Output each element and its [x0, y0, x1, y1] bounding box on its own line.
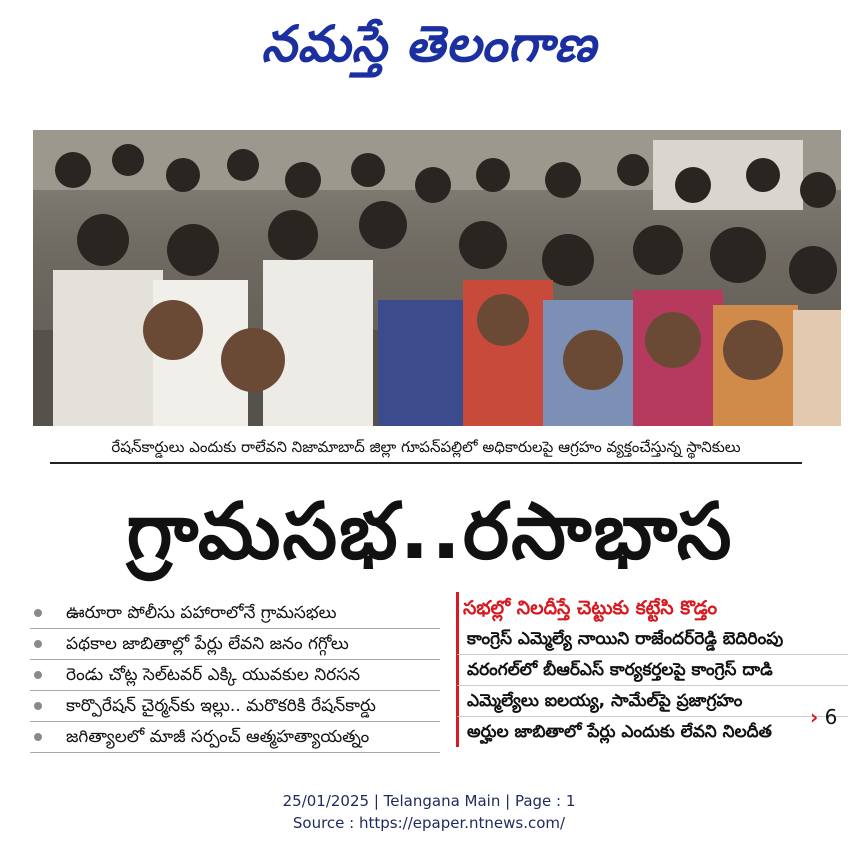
masthead-logo: నమస్తే తెలంగాణ: [261, 15, 597, 73]
bullet-icon: [34, 671, 42, 679]
chevron-right-icon: ›: [810, 705, 819, 729]
bullet-list: [30, 598, 440, 753]
bullet-text: జగిత్యాలలో మాజీ సర్పంచ్ ఆత్మహత్యాయత్నం: [66, 727, 370, 747]
bullet-icon: [34, 733, 42, 741]
footer: [0, 790, 858, 834]
crowd-photo-illustration: [33, 130, 841, 426]
bullet-text: ఊరూరా పోలీసు పహారాలోనే గ్రామసభలు: [66, 603, 337, 623]
photo-caption: రేషన్‌కార్డులు ఎందుకు రాలేవని నిజామాబాద్ జిల్లా గూపన్‌పల్లిలో అధికారులపై ఆగ్రహం వ్యక్తంచేస్తున్న స్థానికులు: [50, 432, 802, 464]
side-subheadline: సభల్లో నిలదీస్తే చెట్టుకు కట్టేసి కొడ్తం: [456, 592, 848, 624]
side-line: వరంగల్‌లో బీఆర్‌ఎస్ కార్యకర్తలపై కాంగ్రెస్ దాడి: [456, 654, 848, 685]
bullet-text: కార్పొరేషన్ చైర్మన్‌కు ఇల్లు.. మరొకరికి రేషన్‌కార్డు: [66, 696, 376, 716]
bullet-icon: [34, 609, 42, 617]
list-item: [30, 691, 440, 722]
bullet-text: రెండు చోట్ల సెల్‌టవర్ ఎక్కి యువకుల నిరసన: [66, 665, 361, 685]
side-line: అర్హుల జాబితాలో పేర్లు ఎందుకు లేవని నిలదీత: [456, 716, 848, 747]
page-reference[interactable]: [810, 705, 837, 729]
side-story: [456, 592, 848, 747]
bullet-text: పథకాల జాబితాల్లో పేర్లు లేవని జనం గగ్గోలు: [66, 634, 349, 654]
bullet-icon: [34, 702, 42, 710]
page-reference-number: 6: [824, 705, 838, 729]
side-line: ఎమ్మెల్యేలు ఐలయ్య, సామేల్‌పై ప్రజాగ్రహం: [456, 685, 848, 716]
side-line: కాంగ్రెస్ ఎమ్మెల్యే నాయిని రాజేందర్‌రెడ్డి బెదిరింపు: [456, 624, 848, 654]
news-photo: [33, 130, 841, 426]
list-item: [30, 660, 440, 691]
footer-date-line: 25/01/2025 | Telangana Main | Page : 1: [282, 792, 576, 810]
list-item: [30, 598, 440, 629]
list-item: [30, 629, 440, 660]
bullet-icon: [34, 640, 42, 648]
list-item: [30, 722, 440, 753]
main-headline: గ్రామసభ..రసాభాస: [126, 487, 734, 577]
footer-source-link[interactable]: Source : https://epaper.ntnews.com/: [292, 814, 566, 832]
